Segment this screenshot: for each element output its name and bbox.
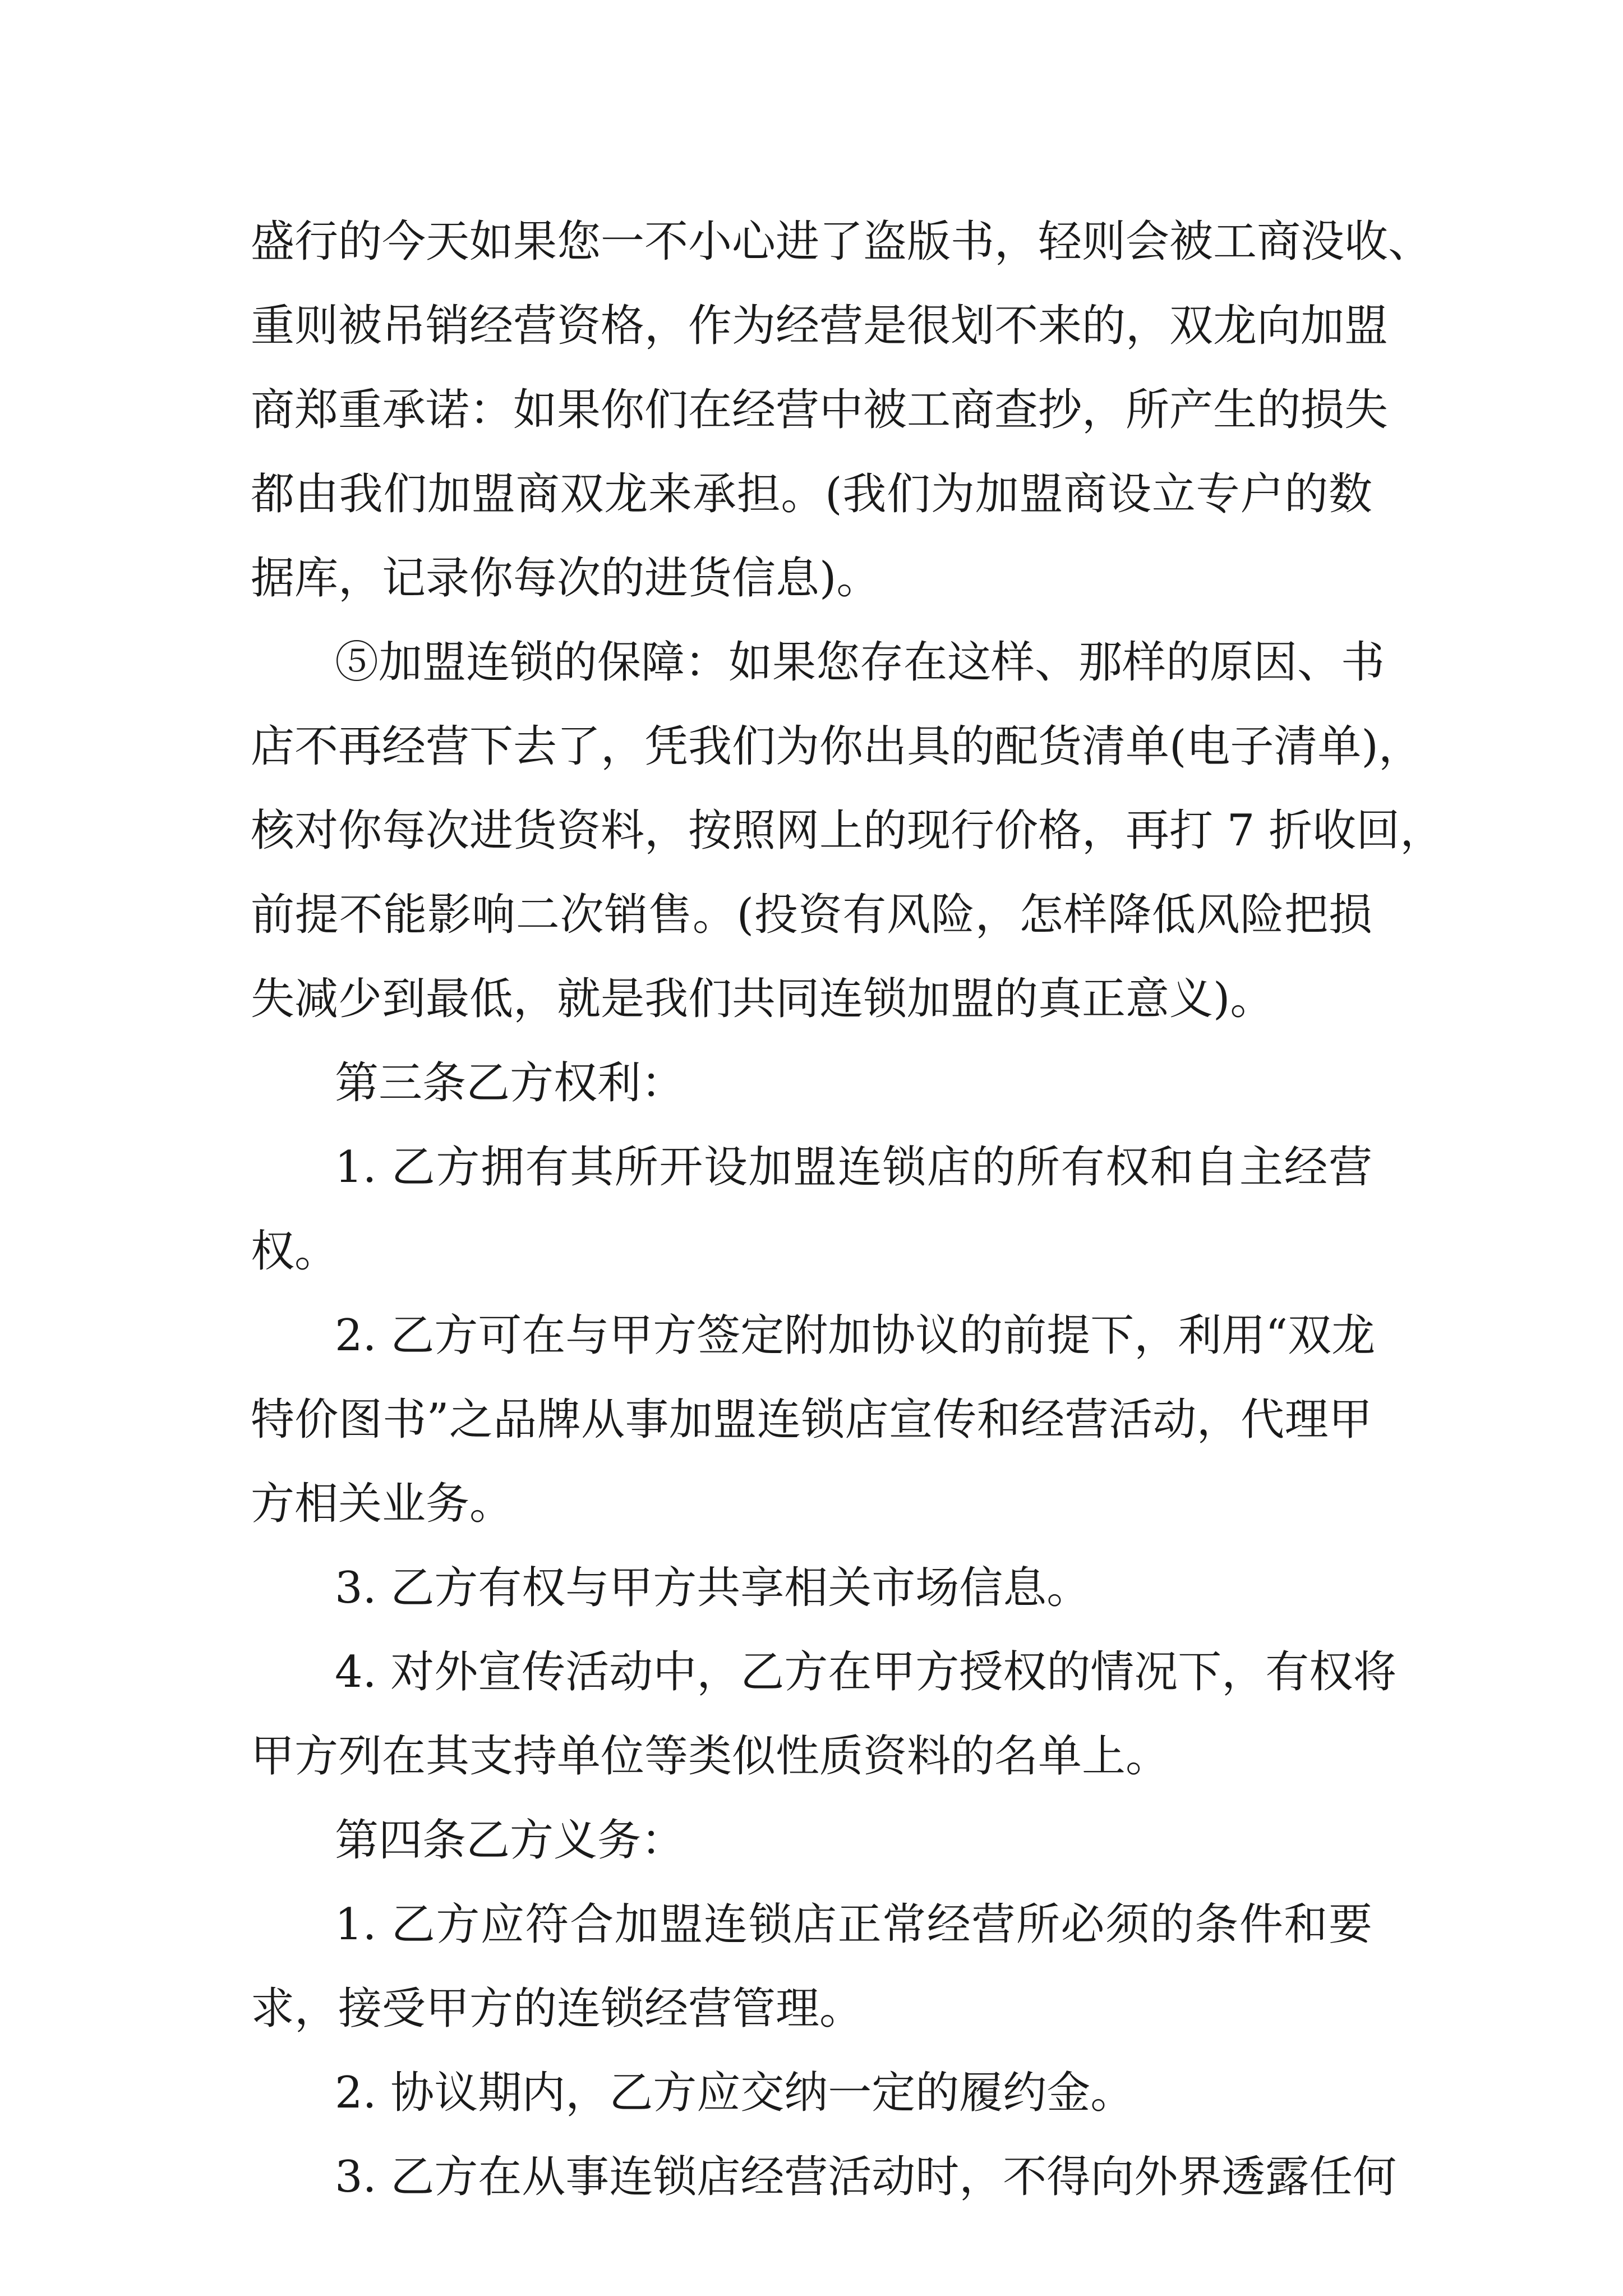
paragraph-line: 据库，记录你每次的进货信息)。 xyxy=(251,553,880,604)
paragraph-line: 4. 对外宣传活动中，乙方在甲方授权的情况下，有权将 xyxy=(335,1647,1397,1697)
paragraph-line: 都由我们加盟商双龙来承担。(我们为加盟商设立专户的数 xyxy=(251,469,1372,519)
section-heading: 第四条乙方义务： xyxy=(335,1815,685,1866)
paragraph-line: 3. 乙方在从事连锁店经营活动时，不得向外界透露任何 xyxy=(335,2152,1397,2202)
paragraph-line: 方相关业务。 xyxy=(251,1479,514,1529)
paragraph-line: 1. 乙方拥有其所开设加盟连锁店的所有权和自主经营 xyxy=(335,1142,1372,1193)
paragraph-line: 1. 乙方应符合加盟连锁店正常经营所必须的条件和要 xyxy=(335,1899,1372,1950)
paragraph-line: 前提不能影响二次销售。(投资有风险，怎样降低风险把损 xyxy=(251,890,1372,940)
paragraph-line: 店不再经营下去了，凭我们为你出具的配货清单(电子清单)， xyxy=(251,721,1422,772)
paragraph-line: 2. 乙方可在与甲方签定附加协议的前提下，利用“双龙 xyxy=(335,1310,1376,1361)
paragraph-line: 甲方列在其支持单位等类似性质资料的名单上。 xyxy=(251,1731,1170,1782)
paragraph-line: 盛行的今天如果您一不小心进了盗版书，轻则会被工商没收、 xyxy=(251,217,1432,267)
paragraph-line: 求，接受甲方的连锁经营管理。 xyxy=(251,1984,864,2034)
paragraph-line: 权。 xyxy=(251,1226,339,1277)
paragraph-line: 重则被吊销经营资格，作为经营是很划不来的，双龙向加盟 xyxy=(251,301,1389,351)
paragraph-line: 2. 协议期内，乙方应交纳一定的履约金。 xyxy=(335,2068,1135,2118)
section-heading: 第三条乙方权利： xyxy=(335,1058,685,1108)
paragraph-line: 商郑重承诺：如果你们在经营中被工商查抄，所产生的损失 xyxy=(251,385,1389,435)
paragraph-line: 核对你每次进货资料，按照网上的现行价格，再打 7 折收回， xyxy=(251,806,1444,856)
paragraph-line: 3. 乙方有权与甲方共享相关市场信息。 xyxy=(335,1563,1091,1613)
paragraph-line: 失减少到最低，就是我们共同连锁加盟的真正意义)。 xyxy=(251,974,1274,1024)
paragraph-line: 特价图书”之品牌从事加盟连锁店宣传和经营活动，代理甲 xyxy=(251,1395,1372,1445)
paragraph-line: ⑤加盟连锁的保障：如果您存在这样、那样的原因、书 xyxy=(335,637,1385,688)
